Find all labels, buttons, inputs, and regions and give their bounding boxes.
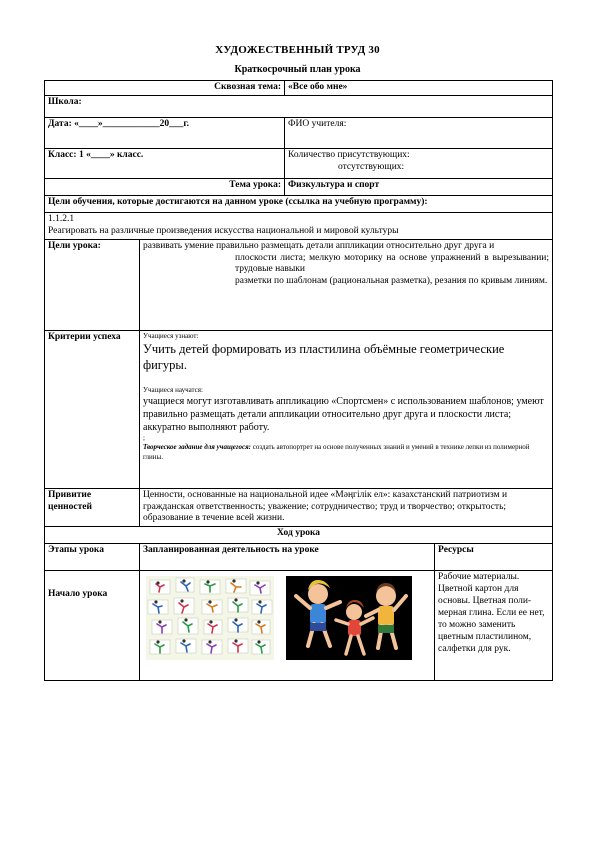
lesson-goals-line3: разметки по шаблонам (рациональная разметка), резания по кривым линиям. [235, 276, 548, 287]
lesson-plan-table [44, 80, 553, 681]
date-label: Дата: «____»____________20___г. [45, 117, 285, 148]
criteria-semicolon: ; [143, 434, 145, 442]
columns-row [45, 544, 553, 571]
goals-header: Цели обучения, которые достигаются на данном уроке (ссылка на учебную программу): [45, 195, 553, 212]
school-row [45, 95, 553, 117]
col-stages: Этапы урока [45, 544, 140, 571]
dancing-children-icon [286, 576, 412, 660]
creative-text: создать автопортрет на основе полученных знаний и умений в технике лепки из полимерной глины. [143, 443, 530, 461]
document-subtitle: Краткосрочный план урока [234, 64, 361, 75]
col-planned: Запланированная деятельность на уроке [140, 544, 435, 571]
lesson-goals-label: Цели урока: [45, 239, 140, 330]
lesson-goals-row [45, 239, 553, 330]
goals-header-row [45, 195, 553, 212]
theme-row [45, 81, 553, 96]
creative-label: Творческое задание для учащегося: [143, 443, 252, 452]
goals-row [45, 212, 553, 239]
planned-activity-cell [140, 571, 435, 681]
lesson-goals-cell [140, 239, 553, 330]
col-resources: Ресурсы [435, 544, 553, 571]
stage-start: Начало урока [45, 571, 140, 681]
date-row [45, 117, 553, 148]
criteria-will-learn: Учащиеся научатся: [143, 385, 203, 394]
values-text: Ценности, основанные на национальной идее «Мәңгілік ел»: казахстанский патриотизм и гражданская ответственность; уважение; сотрудничество; труд и творчество; открытость; образование в течение всей жизни. [140, 488, 553, 527]
lesson-topic-row [45, 178, 553, 195]
goals-text: Реагировать на различные произведения искусства национальной и мировой культуры [48, 225, 399, 236]
absent-label: отсутствующих: [338, 161, 405, 172]
document-title: ХУДОЖЕСТВЕННЫЙ ТРУД 30 [215, 44, 380, 56]
criteria-label: Критерии успеха [45, 330, 140, 488]
goals-cell [45, 212, 553, 239]
school-label: Школа: [45, 95, 553, 117]
criteria-will-know: Учащиеся узнают: [143, 331, 199, 340]
teacher-label: ФИО учителя: [285, 117, 553, 148]
course-header-row [45, 527, 553, 544]
values-label: Привитие ценностей [45, 488, 140, 527]
criteria-know-text: Учить детей формировать из пластилина объёмные геометрические фигуры. [143, 342, 505, 373]
theme-label: Сквозная тема: [45, 81, 285, 96]
criteria-row [45, 330, 553, 488]
lesson-goals-line2: плоскости листа; мелкую моторику на основе упражнений в вырезывании; трудовые навыки [235, 252, 550, 275]
values-row [45, 488, 553, 527]
present-label: Количество присутствующих: [288, 149, 410, 160]
goals-code: 1.1.2.1 [48, 213, 75, 224]
lesson-topic-value: Физкультура и спорт [285, 178, 553, 195]
attendance-cell [285, 148, 553, 178]
class-label: Класс: 1 «____» класс. [45, 148, 285, 178]
lesson-goals-line1: развивать умение правильно размещать детали аппликации относительно друг друга и [143, 240, 495, 251]
course-header: Ход урока [45, 527, 553, 544]
criteria-cell [140, 330, 553, 488]
theme-value: «Все обо мне» [285, 81, 553, 96]
resources-text: Рабочие материалы. Цветной картон для основы. Цветная поли-мерная глина. Если ее нет, то можно заменить цветным пластилином, салфетки для рук. [435, 571, 553, 681]
stage-start-row [45, 571, 553, 681]
criteria-learn-text: учащиеся могут изготавливать аппликацию «Спортсмен» с использованием шаблонов; умеют правильно размещать детали аппликации относительно друг друга и плоскости листа; аккуратно выполняют работу. [143, 396, 544, 433]
sports-pictograms-icon [146, 576, 274, 660]
lesson-topic-label: Тема урока: [45, 178, 285, 195]
class-row [45, 148, 553, 178]
